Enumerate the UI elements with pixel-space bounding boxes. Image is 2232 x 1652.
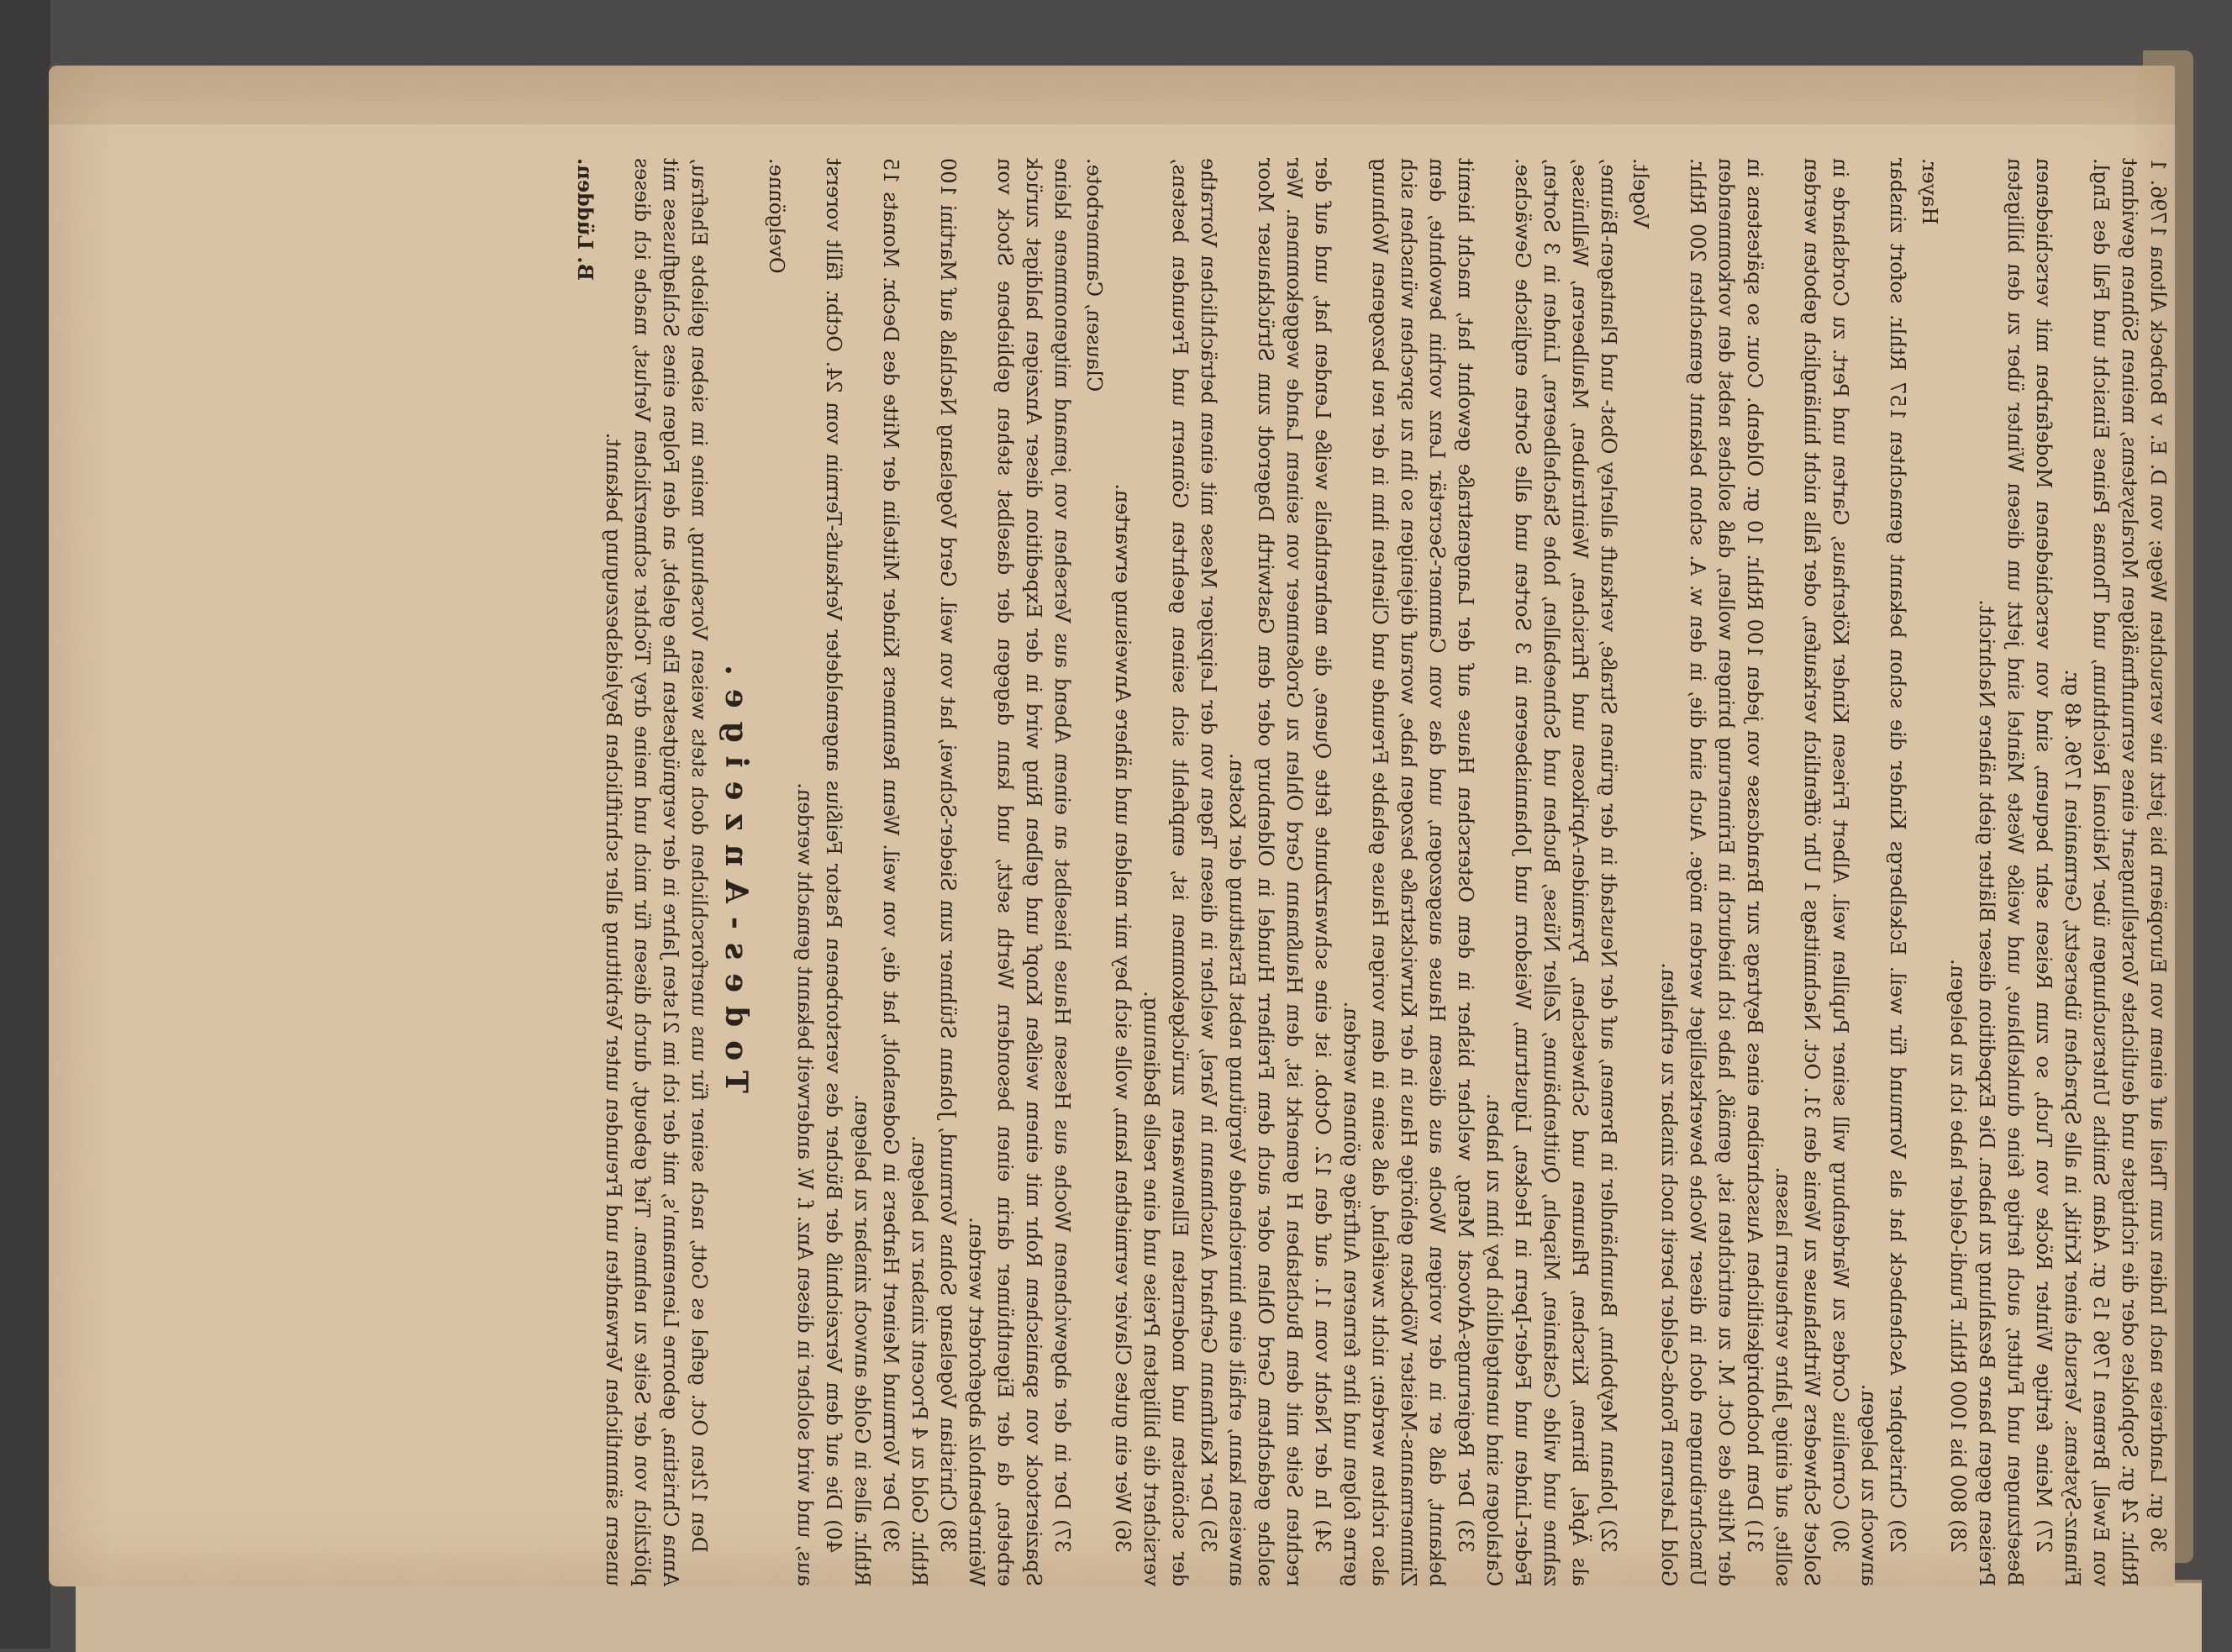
ad-27: 27) Meine fertige Winter Röcke von Tuch, so zum Reisen sehr bequem, sind von verschiedenen Modefarben mit verschiedenen Besetzungen und Futter, auch fertige feine dunkelblaue, und weiße Weste Mäntel sind jetzt um diesen Winter über zu den billigsten Preisen gegen baare Bezahlung zu haben. Die Expedition dieser Blätter giebt nähere Nachricht. <box>1975 158 2056 1586</box>
page-text-block <box>273 158 2172 1586</box>
death-notice-signature: B. Lüdden. <box>573 158 597 281</box>
signature-clausen: Clausen, Cammerbote. <box>1082 158 1106 392</box>
ad-38: 38) Christian Vogelsang Sohns Vormund, Johann Stühmer zum Sieder-Schwei, hat von weil. Gerd Vogelsang Nachlaß auf Martini 100 Rthlr. Gold zu 4 Procent zinsbar zu belegen. <box>908 158 960 1586</box>
signature-vogelt: Vogelt. <box>1629 158 1652 229</box>
listing-paragraph: 36 gr. Landreise nach Indien zum Theil auf einem von Europäern bis jetzt nie versuchten Wege; von D. E. v Borbeck Altona 1796. 1 Rthlr. 24 gr. Sophokles oder die richtigste und deutlichste Vorstellungsart eines vernunftmäßigen Moralsystems, meinen Söhnen gewidmet von Ewell, Bremen 1796 15 gr. Adam Smiths Untersuchungen über National Reichthum, und Thomas Paines Einsicht und Fall des Engl. Finanz-Systems. Versuch einer Kritik, in alle Sprachen übersetzt, Germanien 1796. 48 gr. <box>2061 158 2170 1586</box>
ad-29: 29) Christopher Aschenbeck hat als Vormund für weil. Eckelbergs Kinder die schon bekannt gemachten 157 Rthlr. sofort zinsbar anwoch zu belegen. <box>1857 158 1909 1586</box>
ad-30: 30) Cornelius Cordes zu Wardenburg will seiner Pupillen weil. Albert Friesen Kinder Köterhaus, Garten und Pert. zu Cordsharde in Solcet Schweders Wirthshause zu Wenis den 31. Oct. Nachmittags 1 Uhr öffentlich verkaufen, oder falls nicht hinlänglich geboten werden sollte, auf einige Jahre verheuern lassen. <box>1771 158 1852 1586</box>
ad-36: 36) Wer ein gutes Clavier vermiethen kann, wolle sich bey mir melden und nähere Anweisung erwarten. <box>1111 483 1134 1553</box>
backdrop <box>0 0 50 1649</box>
death-notice-heading: Todes-Anzeige. <box>719 651 754 1093</box>
ad-32: 32) Johann Meybohm, Baumhändler in Bremen, auf der Neustadt in der grünen Straße, verkauft allerley Obst- und Plantagen-Bäume, als Äpfel, Birnen, Kirschen, Pflaumen und Schwetschen, Pyramiden-Aprikosen und Pfirsichen, Weintrauben, Maulbeeren, Wallnüsse, zahme und wilde Castanien, Mispeln, Quittenbäume, Zeller Nüsse, Buchen und Schneeballen, hohe Stachelbeeren, Linden in 3 Sorten, Feder-Linden und Feder-Ipern in Hecken, Ligustrum, Weisdorn und Johannisbeeren in 3 Sorten und alle Sorten englische Gewächse. Catalogen sind unentgeldlich bey ihm zu haben. <box>1482 158 1620 1586</box>
ad-37: 37) Der in der abgewichenen Woche aus Hessen Hause hieselbst an einem Abend aus Versehen von jemand mitgenommene kleine Spazierstock von spanischem Rohr mit einem weißen Knopf und gelben Ring wird in der Expedition dieser Anzeigen baldigst zurück erbeten, da der Eigenthümer darin einen besondern Werth setzt, und kann dagegen der daselbst stehen gebliebene Stock von Weinrebenholz abgefordert werden. <box>965 158 1074 1586</box>
ad-40: 40) Die auf dem Verzeichniß der Bücher des verstorbenen Pastor Feißius angemeldeter Verkaufs-Termin vom 24. Octbr. fällt vorerst aus, und wird solcher in diesen Anz. f. W. anderweit bekannt gemacht werden. <box>793 158 845 1586</box>
document-page <box>49 66 2175 1586</box>
death-notice-text: Den 12ten Oct. gefiel es Gott, nach seiner für uns unerforschlichen doch stets weisen Vorsehung, meine im sieben geliebte Ehefrau, Anna Christina, geborne Lienemann's, mit der ich im 21sten Jahre in der vergnügtesten Ehe gelebt, an den Folgen eines Schlagflusses mit plötzlich von der Seite zu nehmen. Tief gebeugt, durch diesen für mich und meine drey Töchter schmerzlichen Verlust, mache ich dieses unsern sämmtlichen Verwandten und Freunden unter Verbittung aller schriftlichen Beyleidsbezeugung bekannt. <box>602 158 711 1586</box>
ad-31: 31) Dem hochobrigkeitlichen Ausschreiben eines Beytrags zur Brandcasse von jeden 100 Rthlr. 10 gr. Oldenb. Cour. so spätestens in der Mitte des Oct. M. zu entrichten ist, gemäß, habe ich hiedurch in Erinnerung bringen wollen, daß solches nebst den vorkommenden Umschreibungen doch in dieser Woche bewerkstelliget werden möge. Auch sind die, in den w. A. schon bekannt gemachten 200 Rthlr. Gold Laternen Fonds-Gelder bereit noch zinsbar zu erhalten. <box>1657 158 1766 1586</box>
ad-28: 28) 800 bis 1000 Rthlr. Fundi-Gelder habe ich zu belegen. <box>1946 958 1970 1553</box>
signature-ovelgoenne: Ovelgönne. <box>765 158 788 274</box>
underlying-page <box>76 1580 2202 1652</box>
mirrored-text <box>571 158 2172 1586</box>
ad-39: 39) Der Vormund Meinert Harbers in Godensholt, hat die, von weil. Wenn Rennmers Kinder Mittelin der Mitte des Decbr. Monats 15 Rthlr. alles in Golde anwoch zinsbar zu belegen. <box>850 158 903 1586</box>
ad-34: 34) In der Nacht vom 11. auf den 12. Octob. ist eine schwarzbunte fette Quene, die mehrentheils weiße Lenden hat, und auf der rechten Seite mit dem Buchstaben H gemerkt ist, dem Haußmann Gerd Ohlen zu Großenmeer von seinem Lande weggekommen. Wer solche gedachtem Gerd Ohlen oder auch dem Freiherr Hundel in Oldenburg oder dem Gastwirth Dagerodt zum Strückhauser Moor anweisen kann, erhält eine hinreichende Vergütung nebst Erstattung der Kosten. <box>1225 158 1334 1586</box>
ad-33: 33) Der Regierungs-Advocat Meng, welcher bisher in dem Osterschen Hause auf der Langenstraße gewohnt hat, macht hiemit bekannt, daß er in der vorigen Woche aus diesem Hause ausgezogen, und das vom Cammer-Secretär Lenz vorhin bewohnte, dem Zimmermanns-Meister Wöbcken gehörige Haus in der Kurwickstraße bezogen habe, worauf diejenigen so ihn zu sprechen wünschen sich also richten werden; nicht zweifelnd, daß seine in dem vorigen Hause gehabte Freunde und Clienten ihm in der neu bezogenen Wohnung gerne folgen und ihre ferneren Aufträge gönnen werden. <box>1340 158 1477 1586</box>
page-stain <box>49 66 2175 124</box>
signature-hayer: Hayer. <box>1918 158 1941 225</box>
ad-35: 35) Der Kaufmann Gerhard Auschmann in Varel, welcher in diesen Tagen von der Leipziger Messe mit einem beträchtlichen Vorrathe der schönsten und modernsten Ellenwaaren zurückgekommen ist, empfiehlt sich seinen geehrten Gönnern und Freunden bestens, versichert die billigsten Preise und eine reelle Bedienung. <box>1140 158 1220 1586</box>
